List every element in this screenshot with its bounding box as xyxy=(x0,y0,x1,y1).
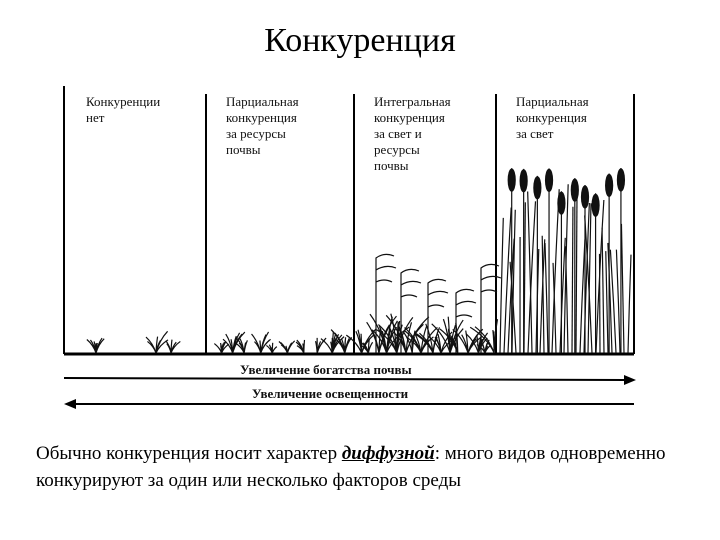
herb-plant xyxy=(316,338,327,353)
cattail-head xyxy=(606,174,613,196)
cattail-head xyxy=(592,194,599,216)
herb-plant xyxy=(252,332,271,353)
cattail-head xyxy=(534,177,541,199)
reed-leaf xyxy=(576,198,577,353)
herb-plant xyxy=(87,338,104,353)
caption-emphasis: диффузной xyxy=(341,443,435,464)
zone-label-soil-competition: Парциальная конкуренция за ресурсы почвы xyxy=(226,94,299,157)
reed-leaf xyxy=(566,246,568,353)
cattail-head xyxy=(508,169,515,191)
cattail-head xyxy=(546,169,553,191)
herb-plant xyxy=(166,340,180,353)
illumination-label: Увеличение освещенности xyxy=(252,386,409,401)
caption-text xyxy=(36,440,696,494)
caption-after: : много видов одновременно конкурируют за один или несколько факторов среды xyxy=(36,443,666,491)
reed-leaf xyxy=(545,243,548,353)
reed-leaf xyxy=(606,251,608,353)
zone-label-integral-competition: Интегральная конкуренция за свет и ресурсы почвы xyxy=(374,94,451,173)
cattail-head xyxy=(558,192,565,214)
herb-plant xyxy=(296,340,304,353)
herb-plant xyxy=(279,341,295,353)
caption-before: Обычно конкуренция носит характер xyxy=(36,443,342,464)
tall-herb xyxy=(481,264,501,353)
cattail-head xyxy=(582,186,589,208)
herb-plant xyxy=(266,343,276,353)
cattail-head xyxy=(617,169,624,191)
herb-plant xyxy=(214,342,229,353)
reed-leaf xyxy=(572,207,573,353)
cattail-head xyxy=(571,179,578,201)
soil-richness-label: Увеличение богатства почвы xyxy=(240,362,412,377)
reed-leaf xyxy=(616,250,620,353)
slide-title: Конкуренция xyxy=(264,22,456,59)
vegetation-illustration xyxy=(87,168,631,353)
reed-leaf xyxy=(621,224,624,353)
reed-leaf xyxy=(628,255,631,353)
competition-diagram xyxy=(56,86,646,416)
zone-label-light-competition: Парциальная конкуренция за свет xyxy=(516,94,589,141)
herb-plant xyxy=(346,329,376,353)
arrow-soil-richness-line xyxy=(64,378,624,380)
arrow-soil-richness-head xyxy=(624,375,636,385)
zone-label-no-competition: Конкуренции нет xyxy=(86,94,161,125)
reed-leaf xyxy=(504,208,511,353)
reed-leaf xyxy=(602,228,604,353)
herb-plant xyxy=(146,331,168,353)
reed-leaf xyxy=(500,218,503,353)
arrow-illumination-head xyxy=(64,399,76,409)
cattail-head xyxy=(520,170,527,192)
